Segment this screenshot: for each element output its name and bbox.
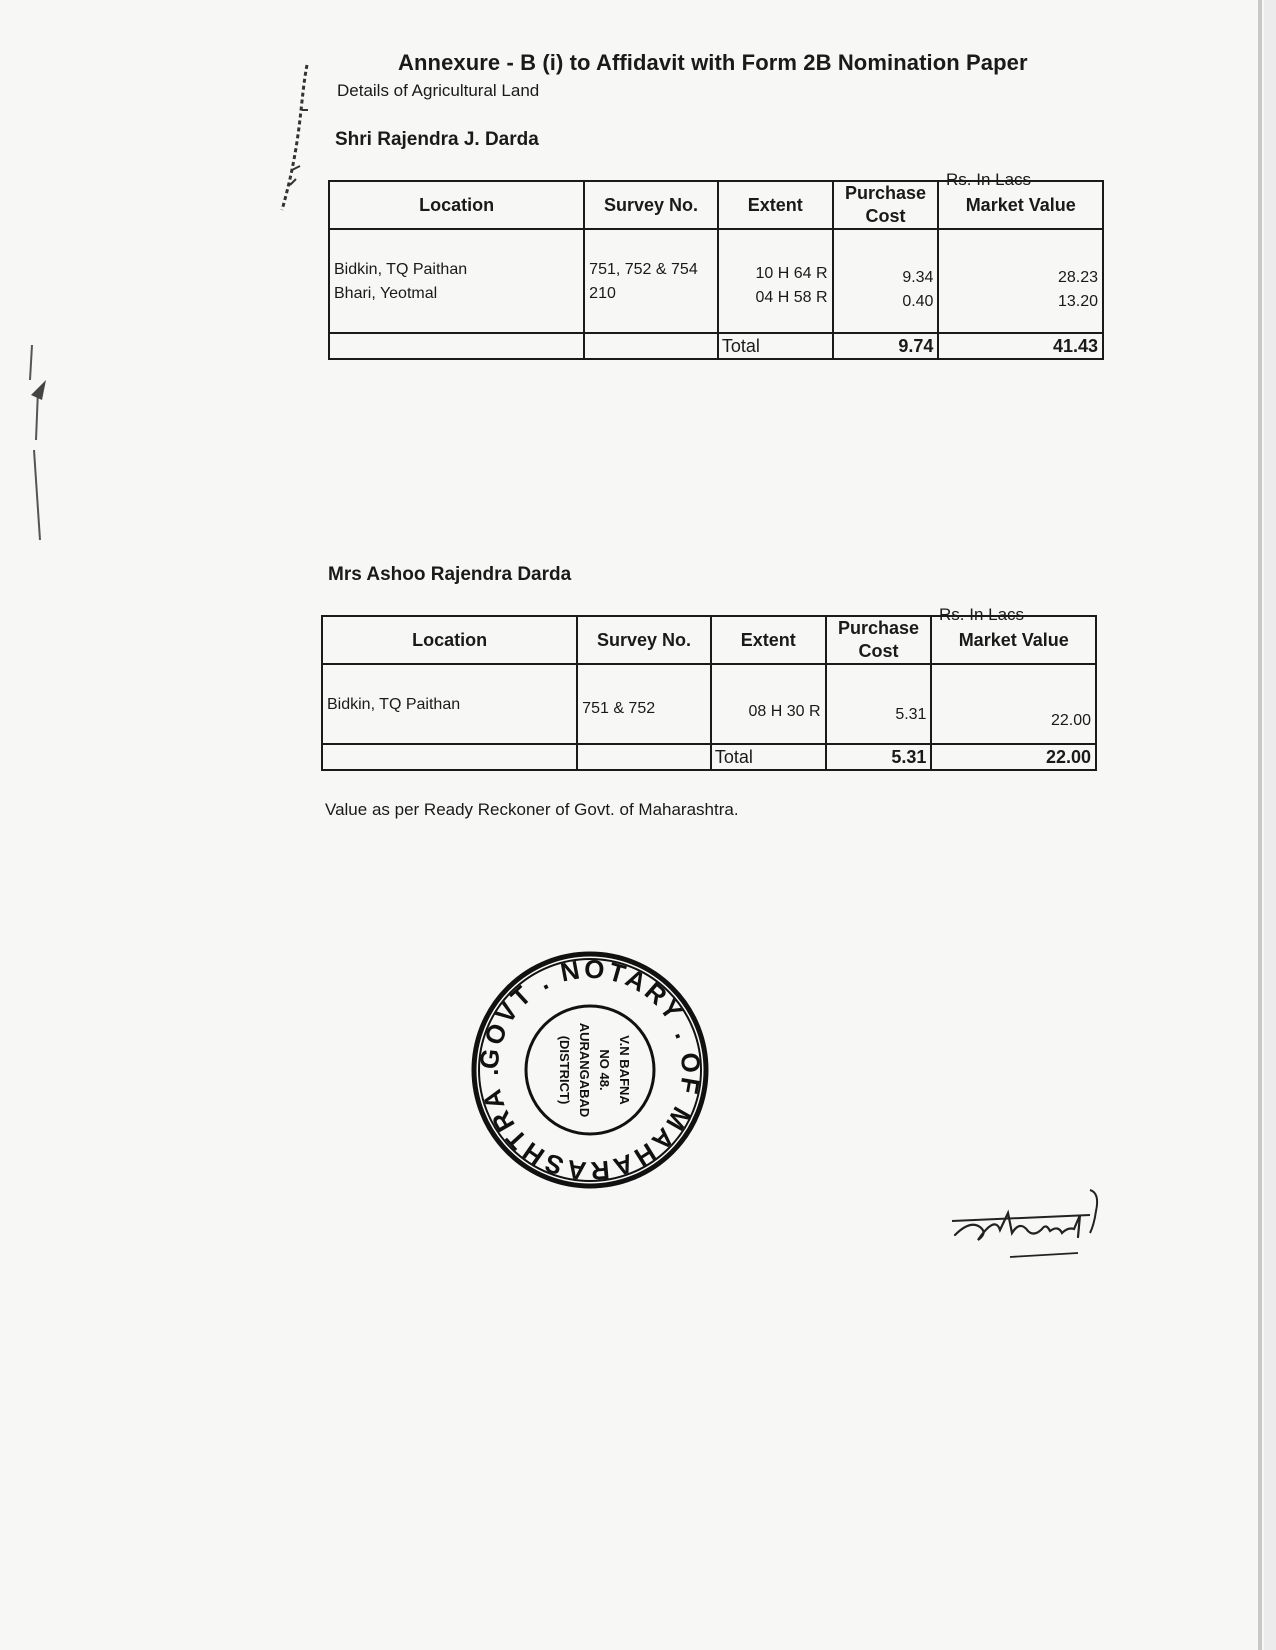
- cell-extent: 04 H 58 R: [755, 289, 828, 306]
- column-header-purchase: Purchase Cost: [833, 181, 939, 229]
- cell-location: Bidkin, TQ Paithan: [334, 261, 468, 278]
- cell-extent: 08 H 30 R: [748, 703, 821, 720]
- owner-name: Mrs Ashoo Rajendra Darda: [328, 564, 572, 585]
- valuation-note: Value as per Ready Reckoner of Govt. of Maharashtra.: [325, 800, 739, 819]
- column-header-survey: Survey No.: [584, 181, 718, 229]
- total-market: 41.43: [938, 333, 1103, 359]
- stamp-inner-line: AURANGABAD: [577, 1022, 592, 1118]
- cell-purchase: 9.34: [902, 269, 934, 286]
- cell-purchase: 5.31: [895, 706, 927, 723]
- total-label: Total: [718, 333, 833, 359]
- table-row: [322, 664, 1096, 744]
- column-header-location: Location: [322, 616, 577, 664]
- column-header-extent: Extent: [718, 181, 833, 229]
- column-header-purchase: Purchase Cost: [826, 616, 932, 664]
- cell-market: 22.00: [1050, 712, 1091, 729]
- margin-scribble-icon: [262, 60, 322, 220]
- total-purchase: 9.74: [833, 333, 939, 359]
- document-title: Annexure - B (i) to Affidavit with Form 2B Nomination Paper: [398, 50, 1028, 75]
- units-label: Rs. In Lacs: [946, 170, 1032, 189]
- stamp-inner-line: NO 48.: [597, 1049, 612, 1091]
- column-header-survey: Survey No.: [577, 616, 711, 664]
- cell-survey: 210: [589, 285, 616, 302]
- total-row: [322, 744, 1096, 770]
- page-edge-shadow: [1264, 0, 1276, 1650]
- column-header-market: Market Value: [931, 616, 1096, 664]
- total-market: 22.00: [931, 744, 1096, 770]
- column-header-location: Location: [329, 181, 584, 229]
- cell-extent: 10 H 64 R: [755, 265, 828, 282]
- margin-mark-icon: [26, 340, 56, 560]
- column-header-market: Market Value: [938, 181, 1103, 229]
- table-row: [329, 229, 1103, 333]
- cell-market: 28.23: [1057, 269, 1098, 286]
- cell-survey: 751, 752 & 754: [589, 261, 698, 278]
- cell-survey: 751 & 752: [582, 700, 656, 717]
- owner-name: Shri Rajendra J. Darda: [335, 129, 539, 150]
- cell-location: Bidkin, TQ Paithan: [327, 696, 461, 713]
- cell-location: Bhari, Yeotmal: [334, 285, 438, 302]
- land-table: [321, 615, 1097, 771]
- stamp-outer-text: GOVT . NOTARY . OF MAHARASHTRA .: [473, 953, 707, 1187]
- column-header-extent: Extent: [711, 616, 826, 664]
- total-label: Total: [711, 744, 826, 770]
- units-label: Rs. In Lacs: [939, 605, 1025, 624]
- stamp-inner-line: (DISTRICT): [557, 1035, 572, 1105]
- total-row: [329, 333, 1103, 359]
- cell-market: 13.20: [1057, 293, 1098, 310]
- land-table: [328, 180, 1104, 360]
- stamp-inner-line: V.N BAFNA: [617, 1035, 632, 1105]
- page-edge: [1258, 0, 1262, 1650]
- handwritten-signature-icon: [950, 1185, 1120, 1265]
- document-subtitle: Details of Agricultural Land: [337, 81, 540, 100]
- cell-purchase: 0.40: [902, 293, 934, 310]
- total-purchase: 5.31: [826, 744, 932, 770]
- notary-stamp-icon: [468, 948, 712, 1192]
